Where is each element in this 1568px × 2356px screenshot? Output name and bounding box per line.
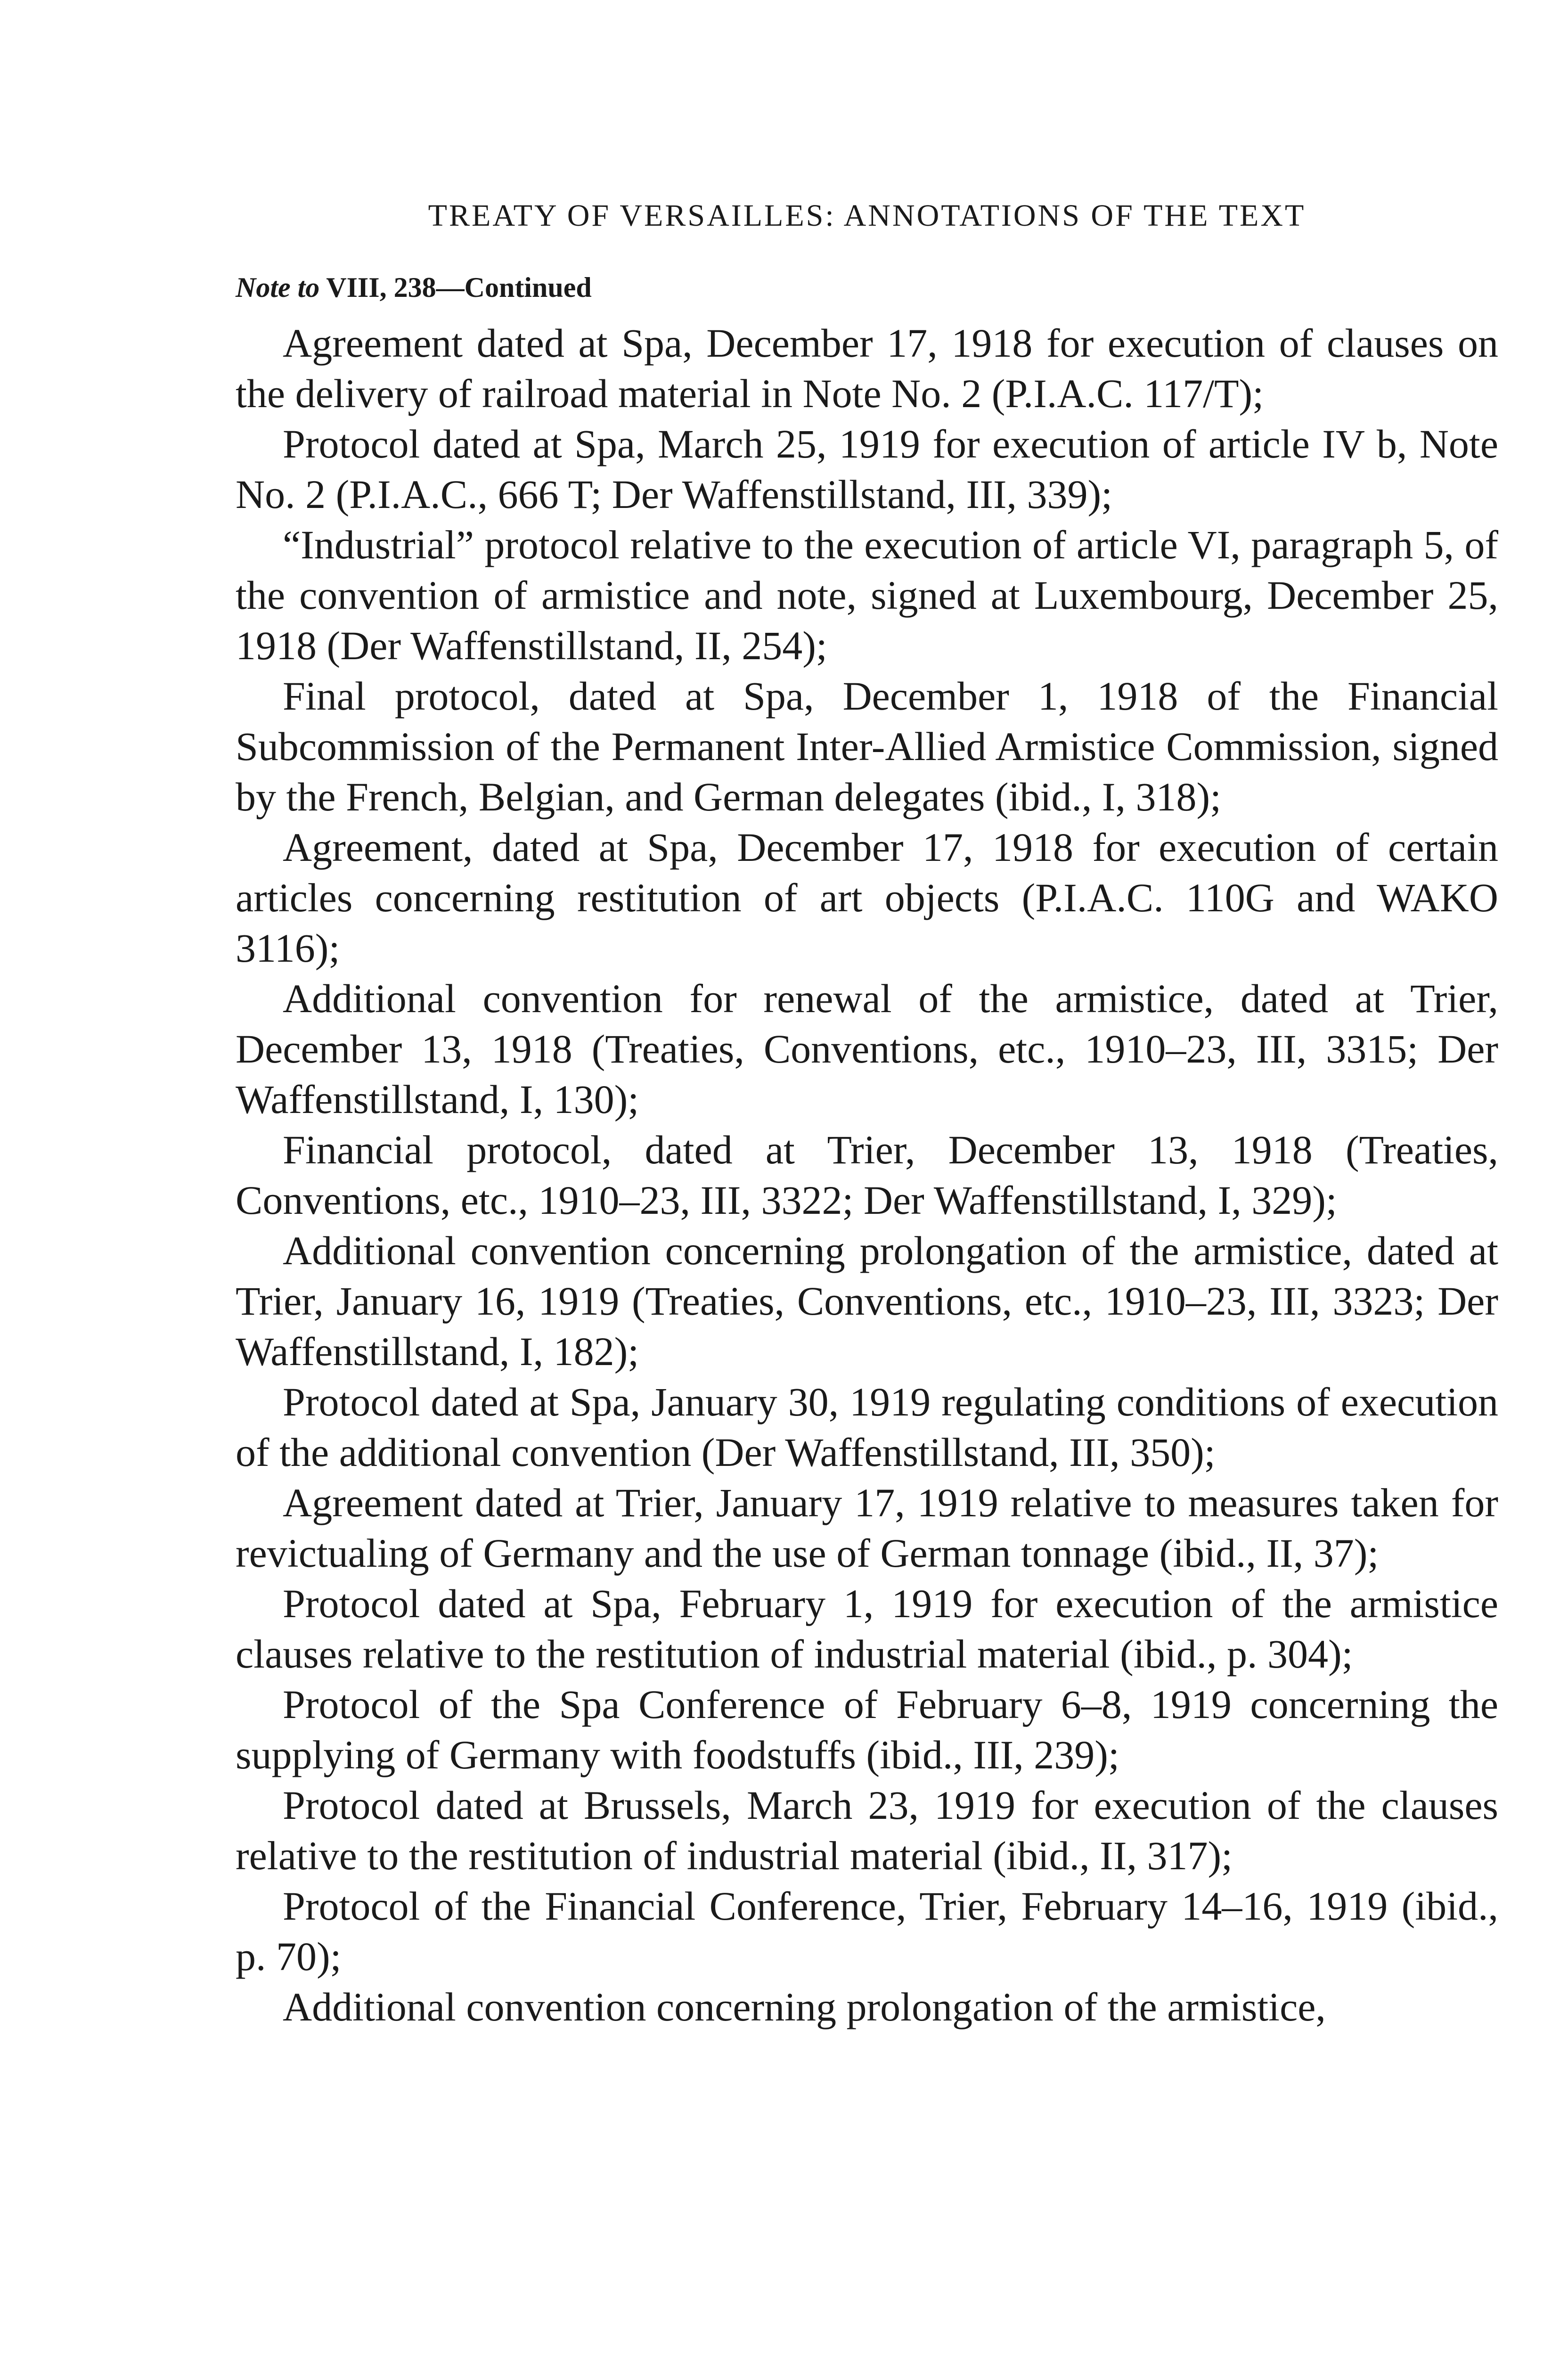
list-item: Agreement, dated at Spa, December 17, 1918 for execution of certain articles concerning restitution of art objects (P.I.A.C. 110G and WAKO 3116);: [236, 825, 1498, 971]
list-item: Additional convention concerning prolongation of the armistice,: [283, 1984, 1326, 2029]
page-body: [236, 198, 1498, 2032]
list-item: “Industrial” protocol relative to the execution of article VI, paragraph 5, of the convention of armistice and note, signed at Luxembourg, December 25, 1918 (Der Waffenstillstand, II, 254);: [236, 522, 1498, 668]
running-title: TREATY OF VERSAILLES: ANNOTATIONS OF THE TEXT: [428, 198, 1306, 233]
list-item: Protocol dated at Brussels, March 23, 1919 for execution of the clauses relative to the restitution of industrial material (ibid., II, 317);: [236, 1783, 1498, 1878]
list-item: Protocol dated at Spa, February 1, 1919 for execution of the armistice clauses relative to the restitution of industrial material (ibid., p. 304);: [236, 1581, 1498, 1677]
list-item: Protocol dated at Spa, March 25, 1919 for execution of article IV b, Note No. 2 (P.I.A.C., 666 T; Der Waffenstillstand, III, 339);: [236, 421, 1498, 517]
list-item: Agreement dated at Trier, January 17, 1919 relative to measures taken for revictualing of Germany and the use of German tonnage (ibid., II, 37);: [236, 1480, 1498, 1576]
list-item: Financial protocol, dated at Trier, December 13, 1918 (Treaties, Conventions, etc., 1910–23, III, 3322; Der Waffenstillstand, I, 329);: [236, 1127, 1498, 1223]
list-item: Additional convention for renewal of the armistice, dated at Trier, December 13, 1918 (Treaties, Conventions, etc., 1910–23, III, 3315; Der Waffenstillstand, I, 130);: [236, 976, 1498, 1122]
list-item: Protocol dated at Spa, January 30, 1919 regulating conditions of execution of the additional convention (Der Waffenstillstand, III, 350);: [236, 1379, 1498, 1475]
list-item: Protocol of the Spa Conference of February 6–8, 1919 concerning the supplying of Germany with foodstuffs (ibid., III, 239);: [236, 1682, 1498, 1777]
list-item: Agreement dated at Spa, December 17, 1918 for execution of clauses on the delivery of railroad material in Note No. 2 (P.I.A.C. 117/T);: [236, 320, 1498, 416]
list-item: Final protocol, dated at Spa, December 1, 1918 of the Financial Subcommission of the Permanent Inter-Allied Armistice Commission, signed by the French, Belgian, and German delegates (ibid., I, 318);: [236, 673, 1498, 819]
note-prefix: Note to: [236, 272, 320, 303]
note-heading: [236, 271, 1498, 304]
list-item: Additional convention concerning prolongation of the armistice, dated at Trier, January 16, 1919 (Treaties, Conventions, etc., 1910–23, III, 3323; Der Waffenstillstand, I, 182);: [236, 1228, 1498, 1374]
list-item: Protocol of the Financial Conference, Trier, February 14–16, 1919 (ibid., p. 70);: [236, 1883, 1498, 1979]
note-reference: VIII, 238—Continued: [326, 272, 592, 303]
